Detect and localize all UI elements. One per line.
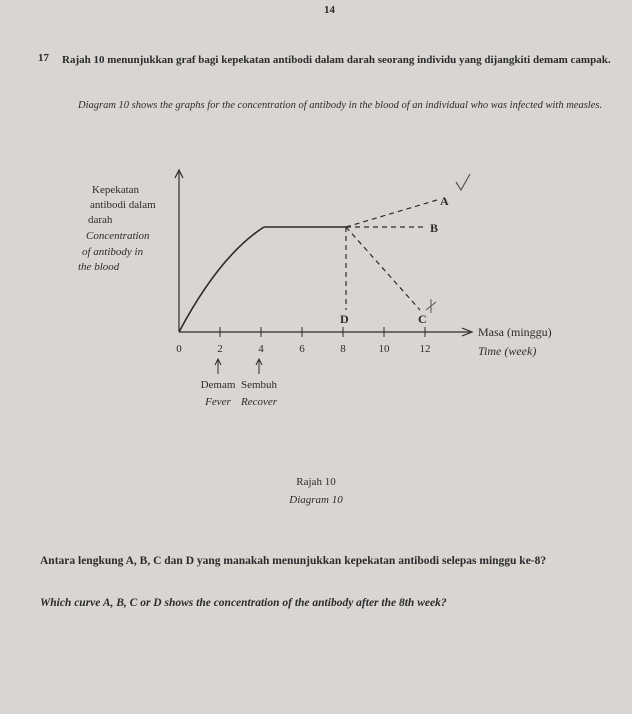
question-number: 17 [38,52,49,64]
y-label-english-2: of antibody in [82,246,144,258]
x-tick-label-8: 8 [340,343,346,355]
curve-c [346,227,420,310]
page-number: 14 [324,4,335,16]
event-label-english-2: Recover [240,396,278,408]
x-tick-label-4: 4 [258,343,264,355]
y-label-malay-2: antibodi dalam [90,199,156,211]
x-label-malay: Masa (minggu) [478,325,552,339]
handwritten-cross-mark [426,299,436,313]
x-tick-label-2: 2 [217,343,223,355]
question-text-english: Diagram 10 shows the graphs for the concentration of antibody in the blood of an individual who was infected with measles. [78,100,603,111]
diagram-caption-malay: Rajah 10 [296,476,336,488]
curve-c-label: C [418,312,427,326]
y-label-english-1: Concentration [86,230,150,242]
curve-b-label: B [430,221,439,235]
x-tick-label-6: 6 [299,343,305,355]
handwritten-tick-mark [456,174,470,190]
x-tick-label-0: 0 [176,343,182,355]
curve-a-label: A [440,194,449,208]
antibody-graph [0,160,632,460]
curve-d-label: D [340,312,349,326]
y-label-malay-3: darah [88,214,113,226]
event-label-english-1: Fever [205,396,231,408]
y-label-english-3: the blood [78,261,120,273]
ask-text-english: Which curve A, B, C or D shows the concentration of the antibody after the 8th week? [40,597,447,609]
x-label-english: Time (week) [478,344,537,358]
diagram-caption-english: Diagram 10 [289,494,343,506]
event-label-malay-1: Demam [200,379,236,391]
question-text-malay: Rajah 10 menunjukkan graf bagi kepekatan antibodi dalam darah seorang individu yang dijangkiti demam campak. [62,54,611,66]
y-label-malay-1: Kepekatan [92,184,140,196]
x-tick-label-10: 10 [378,343,390,355]
curve-a [346,200,437,227]
ask-text-malay: Antara lengkung A, B, C dan D yang manakah menunjukkan kepekatan antibodi selepas minggu ke-8? [40,555,547,567]
antibody-rise-curve [179,227,264,332]
y-axis-label [78,184,156,273]
event-label-malay-2: Sembuh [240,379,278,391]
x-tick-label-12: 12 [419,343,431,355]
